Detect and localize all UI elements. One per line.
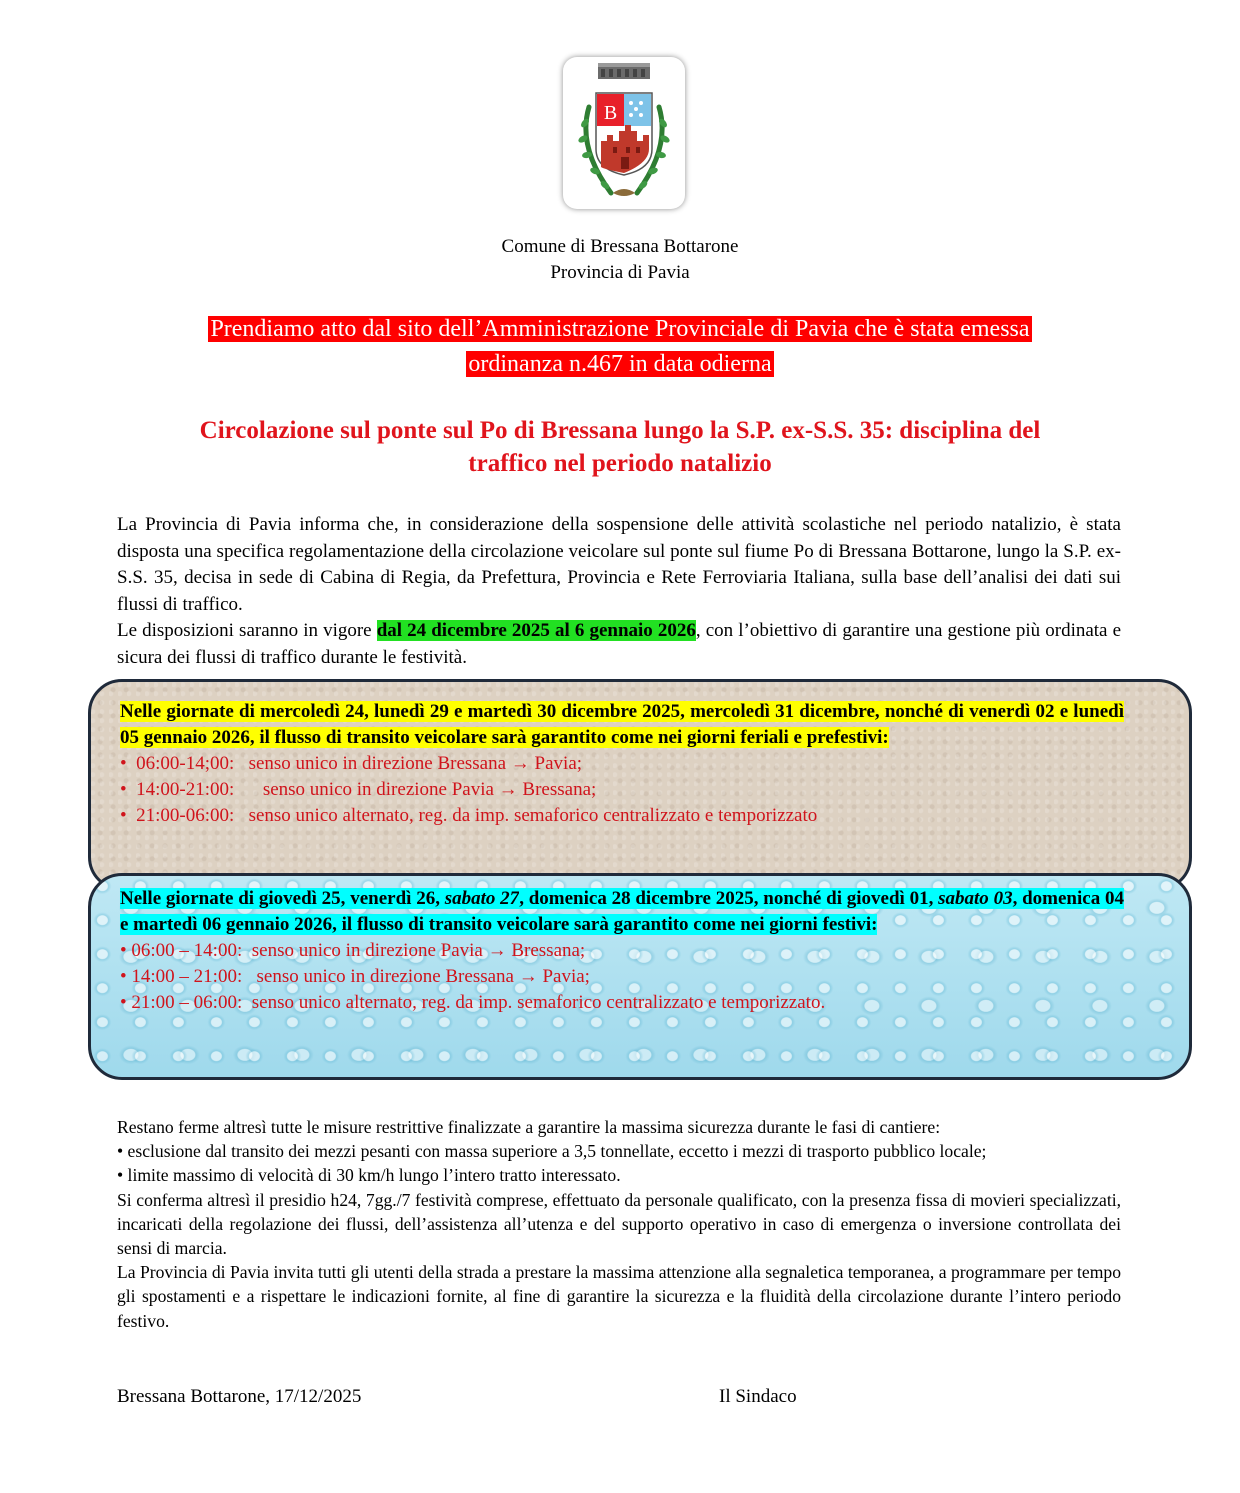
measures-paragraph: Restano ferme altresì tutte le misure restrittive finalizzate a garantire la massima sicurezza durante le fasi di cantiere: xyxy=(117,1117,941,1137)
list-item: • 14:00 – 21:00: senso unico in direzione Bressana → Pavia; xyxy=(120,966,590,987)
coat-of-arms-icon xyxy=(563,57,685,209)
title-line-2: traffico nel periodo natalizio xyxy=(468,450,772,477)
list-item: • 14:00-21:00: senso unico in direzione Pavia → Bressana; xyxy=(120,779,597,800)
measures-paragraph: Si conferma altresì il presidio h24, 7gg./7 festività comprese, effettuato da personale qualificato, con la presenza fissa di movieri specializzati, incaricati della regolazione dei flussi, dell’assistenza all’utenza e del supporto operativo in caso di emergenza o inversione controllata dei sensi di marcia. xyxy=(117,1189,1121,1259)
intro-paragraph-2: Le disposizioni saranno in vigore dal 24 dicembre 2025 al 6 gennaio 2026, con l’obiettivo di garantire una gestione più ordinata e sicura dei flussi di traffico durante le festività. xyxy=(117,620,1122,668)
list-item: • 21:00 – 06:00: senso unico alternato, reg. da imp. semaforico centralizzato e temporizzato. xyxy=(120,992,826,1013)
signature-label: Il Sindaco xyxy=(719,1386,797,1407)
weekday-schedule-heading: Nelle giornate di mercoledì 24, lunedì 29 e martedì 30 dicembre 2025, mercoledì 31 dicembre, nonché di venerdì 02 e lunedì 05 gennaio 2026, il flusso di transito veicolare sarà garantito come nei giorni feriali e prefestivi: xyxy=(120,701,1124,748)
weekday-schedule-box xyxy=(88,679,1192,891)
title-line-1: Circolazione sul ponte sul Po di Bressana lungo la S.P. ex-S.S. 35: disciplina del xyxy=(199,417,1041,444)
document-title xyxy=(110,414,1130,480)
ordinance-notice xyxy=(110,312,1130,382)
intro-text xyxy=(117,512,1121,671)
safety-measures-text xyxy=(117,1115,1121,1333)
holiday-schedule-heading: Nelle giornate di giovedì 25, venerdì 26, sabato 27, domenica 28 dicembre 2025, nonché di giovedì 01, sabato 03, domenica 04 e martedì 06 gennaio 2026, il flusso di transito veicolare sarà garantito come nei giorni festivi: xyxy=(120,888,1124,935)
province-name: Provincia di Pavia xyxy=(550,262,690,283)
list-item: • 06:00-14;00: senso unico in direzione Bressana → Pavia; xyxy=(120,753,583,774)
svg-text:B: B xyxy=(603,102,618,124)
measures-bullet: • limite massimo di velocità di 30 km/h lungo l’intero tratto interessato. xyxy=(117,1165,621,1186)
measures-paragraph: La Provincia di Pavia invita tutti gli utenti della strada a prestare la massima attenzione alla segnaletica temporanea, a programmare per tempo gli spostamenti e a rispettare le indicazioni fornite, al fine di garantire la sicurezza e la fluidità della circolazione durante l’intero periodo festivo. xyxy=(117,1262,1121,1331)
intro-paragraph-1: La Provincia di Pavia informa che, in considerazione della sospensione delle attività scolastiche nel periodo natalizio, è stata disposta una specifica regolamentazione della circolazione veicolare sul ponte sul fiume Po di Bressana Bottarone, lungo la S.P. ex-S.S. 35, decisa in sede di Cabina di Regia, da Prefettura, Provincia e Rete Ferroviaria Italiana, sulla base dell’analisi dei dati sui flussi di traffico. xyxy=(117,514,1121,615)
list-item: • 06:00 – 14:00: senso unico in direzione Pavia → Bressana; xyxy=(120,940,586,961)
list-item: • 21:00-06:00: senso unico alternato, reg. da imp. semaforico centralizzato e temporizzato xyxy=(120,805,818,826)
validity-period: dal 24 dicembre 2025 al 6 gennaio 2026 xyxy=(376,620,696,641)
municipality-name: Comune di Bressana Bottarone xyxy=(501,236,739,257)
holiday-schedule-box xyxy=(88,873,1192,1080)
holiday-schedule-list xyxy=(120,938,1124,1016)
notice-line-1: Prendiamo atto dal sito dell’Amministrazione Provinciale di Pavia che è stata emessa xyxy=(210,316,1030,342)
measures-bullet: • esclusione dal transito dei mezzi pesanti con massa superiore a 3,5 tonnellate, eccetto i mezzi di trasporto pubblico locale; xyxy=(117,1141,987,1162)
notice-line-2: ordinanza n.467 in data odierna xyxy=(468,351,772,377)
weekday-schedule-list xyxy=(120,751,1124,829)
place-and-date: Bressana Bottarone, 17/12/2025 xyxy=(117,1386,362,1407)
municipal-coat-of-arms xyxy=(563,57,685,209)
